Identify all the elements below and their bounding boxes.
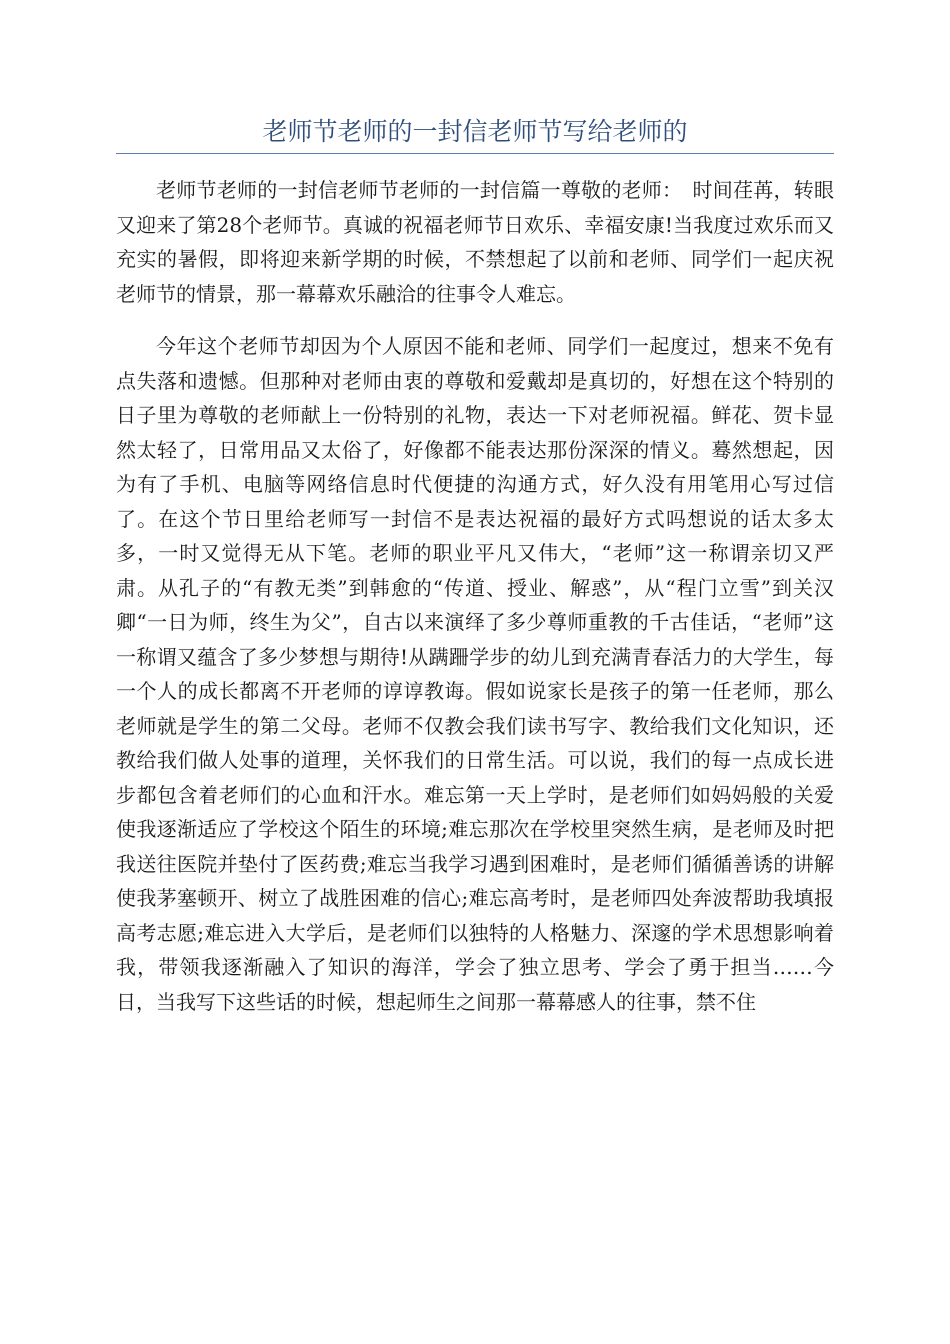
paragraph: 今年这个老师节却因为个人原因不能和老师、同学们一起度过，想来不免有点失落和遗憾。但那种对老师由衷的尊敬和爱戴却是真切的，好想在这个特别的日子里为尊敬的老师献上一份特别的礼物，表达一下对老师祝福。鲜花、贺卡显然太轻了，日常用品又太俗了，好像都不能表达那份深深的情义。蓦然想起，因为有了手机、电脑等网络信息时代便捷的沟通方式，好久没有用笔用心写过信了。在这个节日里给老师写一封信不是表达祝福的最好方式吗想说的话太多太多，一时又觉得无从下笔。老师的职业平凡又伟大，“老师”这一称谓亲切又严肃。从孔子的“有教无类”到韩愈的“传道、授业、解惑”，从“程门立雪”到关汉卿“一日为师，终生为父”，自古以来演绎了多少尊师重教的千古佳话，“老师”这一称谓又蕴含了多少梦想与期待!从蹒跚学步的幼儿到充满青春活力的大学生，每一个人的成长都离不开老师的谆谆教诲。假如说家长是孩子的第一任老师，那么老师就是学生的第二父母。老师不仅教会我们读书写字、教给我们文化知识，还教给我们做人处事的道理，关怀我们的日常生活。可以说，我们的每一点成长进步都包含着老师们的心血和汗水。难忘第一天上学时，是老师们如妈妈般的关爱使我逐渐适应了学校这个陌生的环境;难忘那次在学校里突然生病，是老师及时把我送往医院并垫付了医药费;难忘当我学习遇到困难时，是老师们循循善诱的讲解使我茅塞顿开、树立了战胜困难的信心;难忘高考时，是老师四处奔波帮助我填报高考志愿;难忘进入大学后，是老师们以独特的人格魅力、深邃的学术思想影响着我，带领我逐渐融入了知识的海洋，学会了独立思考、学会了勇于担当……今日，当我写下这些话的时候，想起师生之间那一幕幕感人的往事，禁不住: [116, 334, 834, 1014]
document-body: [116, 173, 834, 1019]
title-underline: [116, 153, 834, 154]
paragraph: 老师节老师的一封信老师节老师的一封信篇一尊敬的老师： 时间荏苒，转眼又迎来了第28个老师节。真诚的祝福老师节日欢乐、幸福安康!当我度过欢乐而又充实的暑假，即将迎来新学期的时候，不禁想起了以前和老师、同学们一起庆祝老师节的情景，那一幕幕欢乐融洽的往事令人难忘。: [116, 178, 834, 306]
document-title: 老师节老师的一封信老师节写给老师的: [262, 117, 688, 146]
